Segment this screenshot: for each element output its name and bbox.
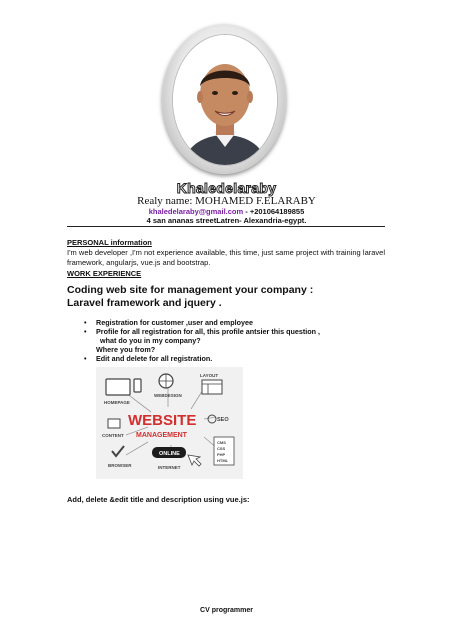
list-item: • Profile for all registration for all, this profile antsier this question , [84, 327, 384, 336]
real-name: Realy name: MOHAMED F.ELARABY [137, 195, 316, 207]
list-item: • Registration for customer ,user and employee [84, 318, 384, 327]
email-link[interactable]: khaledelaraby@gmail.com [148, 207, 244, 216]
label-online: ONLINE [159, 451, 180, 457]
sub-question: what do you in my company? [100, 336, 201, 345]
project-title-line2: Laravel framework and jquery . [67, 297, 222, 309]
work-heading: WORK EXPERIENCE [67, 269, 142, 278]
vue-section-heading: Add, delete &edit title and description using vue.js: [67, 495, 250, 504]
profile-photo-frame [162, 24, 286, 174]
label-internet: INTERNET [158, 465, 181, 470]
label-webdesign: WEBDESIGN [154, 393, 182, 398]
svg-text:CSS: CSS [217, 446, 226, 451]
content-icon [108, 419, 120, 428]
layout-icon [202, 380, 222, 394]
header-divider [67, 226, 385, 227]
sub-question: Where you from? [96, 345, 156, 354]
svg-text:HTML: HTML [217, 458, 229, 463]
homepage-icon [106, 379, 130, 395]
svg-text:PHP: PHP [217, 452, 226, 457]
phone-number: - +201064189855 [243, 207, 305, 216]
personal-heading: PERSONAL information [67, 238, 152, 247]
website-management-image [96, 367, 243, 479]
label-seo: SEO [217, 417, 229, 423]
label-management: MANAGEMENT [136, 432, 187, 439]
feature-list [84, 318, 384, 363]
project-title-line1: Coding web site for management your company : [67, 284, 314, 296]
svg-text:CMS: CMS [217, 440, 226, 445]
personal-text: I'm web developer ,I'm not experience available, this time, just same project with training laravel framework, angularjs, vue.js and bootstrap. [67, 248, 385, 267]
project-title [67, 284, 397, 310]
nickname-heading: Khaledelaraby [176, 180, 277, 196]
label-homepage: HOMEPAGE [104, 400, 130, 405]
list-item: • Edit and delete for all registration. [84, 354, 384, 363]
profile-photo [172, 34, 278, 166]
person-portrait-icon [173, 35, 277, 165]
label-browser: BROWSER [108, 463, 132, 468]
label-website: WEBSITE [128, 412, 197, 429]
label-content: CONTENT [102, 433, 124, 438]
page-footer: CV programmer [200, 607, 253, 614]
label-layout: LAYOUT [200, 373, 219, 378]
contact-line [0, 207, 453, 216]
address-line: 4 san ananas streetLatren- Alexandria-egypt. [146, 216, 307, 225]
